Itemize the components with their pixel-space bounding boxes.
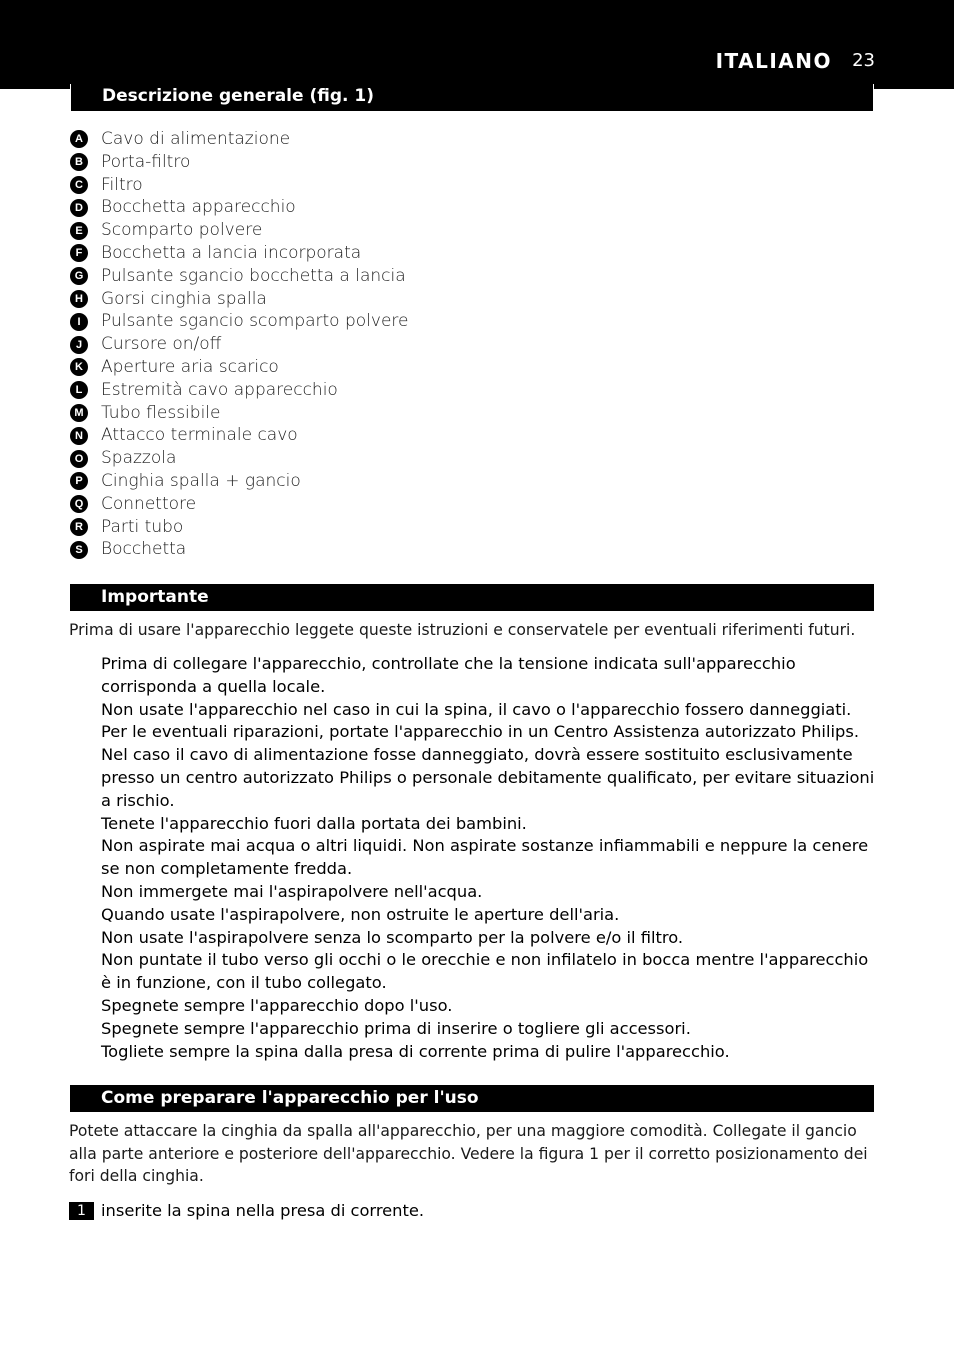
- part-label: Porta-filtro: [101, 151, 191, 172]
- part-letter-badge: I: [70, 313, 88, 331]
- part-label: Parti tubo: [101, 516, 184, 537]
- part-item: [70, 356, 409, 379]
- warning-item: Spegnete sempre l'apparecchio prima di inserire o togliere gli accessori.: [101, 1018, 691, 1038]
- warning-item: Prima di collegare l'apparecchio, controllate che la tensione indicata sull'apparecchio corrisponda a quella locale.: [101, 654, 796, 696]
- warning-item: Spegnete sempre l'apparecchio dopo l'uso.: [101, 995, 453, 1015]
- part-item: [70, 242, 409, 265]
- section-heading-description: Descrizione generale (fig. 1): [70, 84, 874, 112]
- warning-item: Nel caso il cavo di alimentazione fosse danneggiato, dovrà essere sostituito esclusivamente presso un centro autorizzato Philips o personale debitamente qualificato, per evitare situazioni a rischio.: [101, 745, 875, 810]
- part-item: [70, 288, 409, 311]
- part-item: [70, 447, 409, 470]
- part-label: Spazzola: [101, 448, 177, 469]
- section-heading-preparation: Come preparare l'apparecchio per l'uso: [70, 1085, 874, 1112]
- part-label: Tubo flessibile: [101, 402, 221, 423]
- part-letter-badge: M: [70, 404, 88, 422]
- part-item: [70, 424, 409, 447]
- part-letter-badge: G: [70, 267, 88, 285]
- warning-item: Non usate l'apparecchio nel caso in cui la spina, il cavo o l'apparecchio fossero danneggiati. Per le eventuali riparazioni, portate l'apparecchio in un Centro Assistenza autorizzato Philips.: [101, 699, 859, 742]
- warning-item: Tenete l'apparecchio fuori dalla portata dei bambini.: [101, 813, 527, 833]
- page-header-bar: [0, 0, 954, 89]
- part-letter-badge: N: [70, 427, 88, 445]
- part-letter-badge: D: [70, 199, 88, 217]
- part-label: Attacco terminale cavo: [101, 425, 298, 446]
- part-item: [70, 196, 409, 219]
- warning-item: Non usate l'aspirapolvere senza lo scomparto per la polvere e/o il filtro.: [101, 927, 684, 947]
- part-item: [70, 379, 409, 402]
- part-label: Gorsi cinghia spalla: [101, 288, 267, 309]
- important-intro: Prima di usare l'apparecchio leggete queste istruzioni e conservatele per eventuali riferimenti futuri.: [69, 621, 856, 639]
- part-letter-badge: R: [70, 518, 88, 536]
- warning-item: Togliete sempre la spina dalla presa di corrente prima di pulire l'apparecchio.: [101, 1041, 730, 1061]
- part-letter-badge: P: [70, 472, 88, 490]
- part-label: Scomparto polvere: [101, 220, 263, 241]
- part-label: Aperture aria scarico: [101, 356, 279, 377]
- part-letter-badge: O: [70, 450, 88, 468]
- warning-item: Non aspirate mai acqua o altri liquidi. Non aspirate sostanze infiammabili e neppure la cenere se non completamente fredda.: [101, 836, 869, 879]
- part-letter-badge: K: [70, 358, 88, 376]
- section-heading-important: Importante: [70, 584, 874, 611]
- part-label: Connettore: [101, 493, 197, 514]
- step-1: [69, 1200, 424, 1222]
- part-item: [70, 538, 409, 561]
- part-label: Filtro: [101, 174, 143, 195]
- warning-item: Non immergete mai l'aspirapolvere nell'acqua.: [101, 881, 483, 901]
- part-item: [70, 516, 409, 539]
- part-item: [70, 219, 409, 242]
- part-label: Cinghia spalla + gancio: [101, 470, 301, 491]
- part-letter-badge: A: [70, 130, 88, 148]
- part-item: [70, 333, 409, 356]
- part-item: [70, 174, 409, 197]
- warning-item: Quando usate l'aspirapolvere, non ostruite le aperture dell'aria.: [101, 904, 620, 924]
- warnings-list: [101, 653, 881, 1063]
- part-label: Pulsante sgancio scomparto polvere: [101, 311, 409, 332]
- part-letter-badge: B: [70, 153, 88, 171]
- part-item: [70, 128, 409, 151]
- part-letter-badge: J: [70, 336, 88, 354]
- step-number: 1: [69, 1202, 94, 1220]
- part-letter-badge: F: [70, 244, 88, 262]
- language-label: ITALIANO: [715, 49, 832, 73]
- part-item: [70, 151, 409, 174]
- part-label: Pulsante sgancio bocchetta a lancia: [101, 265, 406, 286]
- part-item: [70, 493, 409, 516]
- warning-item: Non puntate il tubo verso gli occhi o le orecchie e non infilatelo in bocca mentre l'apparecchio è in funzione, con il tubo collegato.: [101, 950, 869, 993]
- part-letter-badge: L: [70, 381, 88, 399]
- part-item: [70, 310, 409, 333]
- part-letter-badge: C: [70, 176, 88, 194]
- part-label: Estremità cavo apparecchio: [101, 379, 338, 400]
- part-letter-badge: H: [70, 290, 88, 308]
- preparation-paragraph: Potete attaccare la cinghia da spalla all'apparecchio, per una maggiore comodità. Collegate il gancio alla parte anteriore e posteriore dell'apparecchio. Vedere la figura 1 per il corretto posizionamento dei fori della cinghia.: [69, 1122, 868, 1186]
- page-number: 23: [852, 50, 875, 71]
- part-letter-badge: E: [70, 222, 88, 240]
- step-text: inserite la spina nella presa di corrente.: [101, 1201, 425, 1220]
- part-item: [70, 265, 409, 288]
- part-letter-badge: Q: [70, 495, 88, 513]
- part-label: Cavo di alimentazione: [101, 129, 291, 149]
- part-label: Bocchetta a lancia incorporata: [101, 242, 362, 263]
- part-letter-badge: S: [70, 541, 88, 559]
- part-item: [70, 402, 409, 425]
- part-label: Bocchetta: [101, 539, 187, 560]
- part-item: [70, 470, 409, 493]
- part-label: Bocchetta apparecchio: [101, 197, 296, 218]
- parts-list: [70, 128, 409, 561]
- part-label: Cursore on/off: [101, 334, 222, 355]
